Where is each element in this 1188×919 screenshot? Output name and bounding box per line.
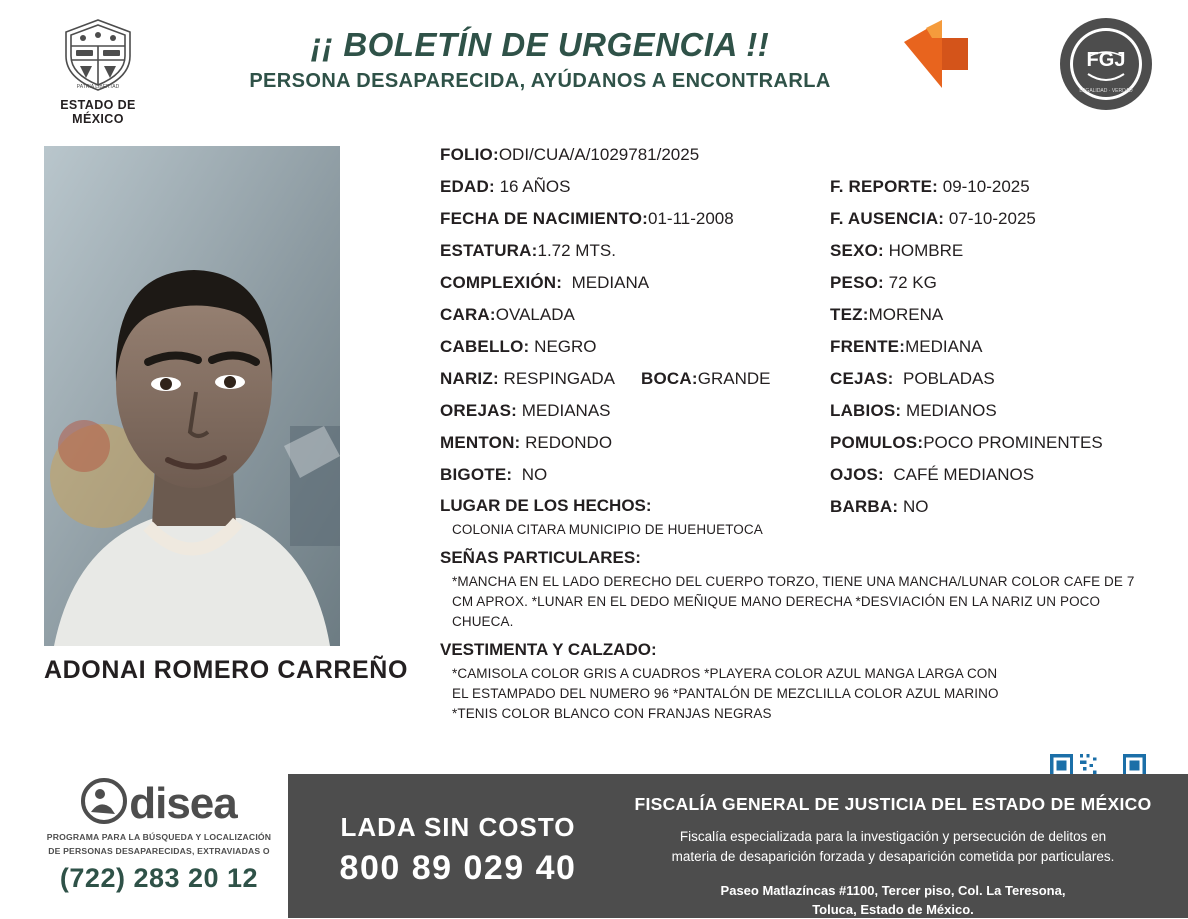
field-cabello [440,332,824,362]
vestimenta-calzado-label: VESTIMENTA Y CALZADO: [440,640,657,659]
edomex-seal [38,16,158,126]
field-labios [830,396,1160,426]
page-footer [0,768,1188,918]
disea-subtitle-line2: DE PERSONAS DESAPARECIDAS, EXTRAVIADAS O [48,846,270,856]
disea-phone: (722) 283 20 12 [59,863,259,893]
header-titles [180,26,900,93]
fiscalia-address-line1: Paseo Matlazíncas #1100, Tercer piso, Col. La Teresona, [720,883,1066,898]
field-tez [830,300,1160,330]
field-folio [440,140,824,170]
field-edad-value: 16 AÑOS [499,177,571,196]
field-barba-value: NO [902,497,929,516]
field-peso-label: PESO: [830,273,884,292]
field-row [440,172,1160,202]
field-row [440,204,1160,234]
disea-logo-block [30,778,288,894]
bulletin-body [0,128,1188,768]
field-frente-label: FRENTE: [830,337,906,356]
field-row [440,492,1160,540]
field-tez-value: MORENA [868,305,944,324]
field-complexion-label: COMPLEXIÓN: [440,273,563,292]
disea-person-icon [81,778,127,829]
fields-grid [440,140,1160,724]
svg-text:FGJ: FGJ [1086,49,1126,71]
field-bigote-label: BIGOTE: [440,465,513,484]
field-folio-label: FOLIO: [440,145,499,164]
vestimenta-calzado [440,636,1140,724]
field-tez-label: TEZ: [830,305,869,324]
page-title: ¡¡ BOLETÍN DE URGENCIA !! [310,26,770,63]
field-f-ausencia [830,204,1160,234]
field-orejas [440,396,824,426]
fiscalia-address-line2: Toluca, Estado de México. [812,902,974,917]
field-ojos [830,460,1160,490]
page-header [0,0,1188,128]
edomex-coat-of-arms-icon [56,16,140,94]
field-barba-label: BARBA: [830,497,899,516]
edomex-seal-caption: ESTADO DE MÉXICO [60,98,136,126]
field-estatura-value: 1.72 MTS. [537,241,616,260]
vestimenta-calzado-text: *CAMISOLA COLOR GRIS A CUADROS *PLAYERA COLOR AZUL MANGA LARGA CON EL ESTAMPADO DEL NUMERO 96 *PANTALÓN DE MEZCLILLA COLOR AZUL MARINO *TENIS COLOR BLANCO CON FRANJAS NEGRAS [452,666,999,721]
field-menton-value: REDONDO [525,433,613,452]
field-sexo-value: HOMBRE [888,241,964,260]
field-labios-value: MEDIANOS [906,401,997,420]
field-cara [440,300,824,330]
field-pomulos [830,428,1160,458]
svg-text:ALBA: ALBA [974,61,1030,83]
field-menton-label: MENTON: [440,433,521,452]
fiscalia-title: FISCALÍA GENERAL DE JUSTICIA DEL ESTADO DE MÉXICO [634,794,1152,814]
field-menton [440,428,824,458]
field-cara-label: CARA: [440,305,496,324]
field-f-reporte-value: 09-10-2025 [942,177,1030,196]
field-nariz-boca [440,364,824,394]
field-cara-value: OVALADA [495,305,575,324]
field-edad [440,172,824,202]
svg-text:PATRIA LIBERTAD: PATRIA LIBERTAD [76,84,120,90]
field-cejas-value: POBLADAS [903,369,995,388]
person-name: ADONAI ROMERO CARREÑO [44,656,408,684]
disea-wordmark: disea [129,778,237,828]
field-row [440,268,1160,298]
senas-particulares-label: SEÑAS PARTICULARES: [440,548,641,567]
field-orejas-label: OREJAS: [440,401,517,420]
field-cabello-value: NEGRO [534,337,597,356]
senas-particulares-text: *MANCHA EN EL LADO DERECHO DEL CUERPO TORZO, TIENE UNA MANCHA/LUNAR COLOR CAFE DE 7 CM APROX. *LUNAR EN EL DEDO MEÑIQUE MANO DERECHA *DESVIACIÓN EN LA NARIZ UN POCO CHUECA. [452,574,1135,629]
field-f-reporte-label: F. REPORTE: [830,177,938,196]
field-fecha-nacimiento-label: FECHA DE NACIMIENTO: [440,209,648,228]
field-row [440,364,1160,394]
field-boca-label: BOCA: [641,369,698,388]
field-complexion-value: MEDIANA [571,273,650,292]
protocolo-alba-logo [902,18,1046,110]
field-estatura [440,236,824,266]
field-row [440,460,1160,490]
field-pomulos-label: POMULOS: [830,433,924,452]
lugar-hechos-text: COLONIA CITARA MUNICIPIO DE HUEHUETOCA [452,522,763,537]
field-frente-value: MEDIANA [905,337,983,356]
field-sexo [830,236,1160,266]
svg-text:Estado de México: Estado de México [974,84,1046,94]
field-edad-label: EDAD: [440,177,495,196]
field-row [440,428,1160,458]
field-orejas-value: MEDIANAS [521,401,611,420]
field-estatura-label: ESTATURA: [440,241,538,260]
field-bigote-value: NO [521,465,548,484]
lada-block [308,812,608,888]
field-ojos-label: OJOS: [830,465,884,484]
field-fecha-nacimiento-value: 01-11-2008 [648,209,734,228]
field-fecha-nacimiento [440,204,824,234]
field-pomulos-value: POCO PROMINENTES [923,433,1103,452]
fiscalia-block [613,794,1173,919]
field-row [440,396,1160,426]
fgj-logo [1058,16,1154,112]
field-f-ausencia-label: F. AUSENCIA: [830,209,945,228]
field-complexion [440,268,824,298]
lugar-hechos-label: LUGAR DE LOS HECHOS: [440,496,652,515]
svg-text:Protocolo: Protocolo [974,45,1040,61]
disea-subtitle-line1: PROGRAMA PARA LA BÚSQUEDA Y LOCALIZACIÓN [46,832,272,842]
field-peso-value: 72 KG [888,273,937,292]
footer-gray-band [288,774,1188,918]
field-peso [830,268,1160,298]
field-cejas-label: CEJAS: [830,369,894,388]
field-row [440,140,1160,170]
field-nariz-value: RESPINGADA [503,369,616,388]
field-f-reporte [830,172,1160,202]
field-cejas [830,364,1160,394]
page-subtitle: PERSONA DESAPARECIDA, AYÚDANOS A ENCONTRARLA [249,70,831,92]
field-frente [830,332,1160,362]
person-photo [44,146,340,646]
field-f-ausencia-value: 07-10-2025 [948,209,1036,228]
field-ojos-value: CAFÉ MEDIANOS [893,465,1035,484]
svg-text:LEGALIDAD · VERDAD: LEGALIDAD · VERDAD [1079,88,1133,94]
fiscalia-desc-line2: materia de desaparición forzada y desaparición cometida por particulares. [671,849,1115,864]
field-labios-label: LABIOS: [830,401,902,420]
field-folio-value: ODI/CUA/A/1029781/2025 [498,145,700,164]
lada-number: 800 89 029 40 [339,849,577,887]
field-boca-value: GRANDE [697,369,771,388]
field-nariz-label: NARIZ: [440,369,499,388]
lada-label: LADA SIN COSTO [340,812,576,842]
field-bigote [440,460,824,490]
fiscalia-desc-line1: Fiscalía especializada para la investigación y persecución de delitos en [679,829,1107,844]
field-barba [830,492,1160,522]
field-cabello-label: CABELLO: [440,337,530,356]
field-row [440,236,1160,266]
field-sexo-label: SEXO: [830,241,884,260]
field-row [440,332,1160,362]
senas-particulares [440,544,1140,632]
field-row [440,300,1160,330]
